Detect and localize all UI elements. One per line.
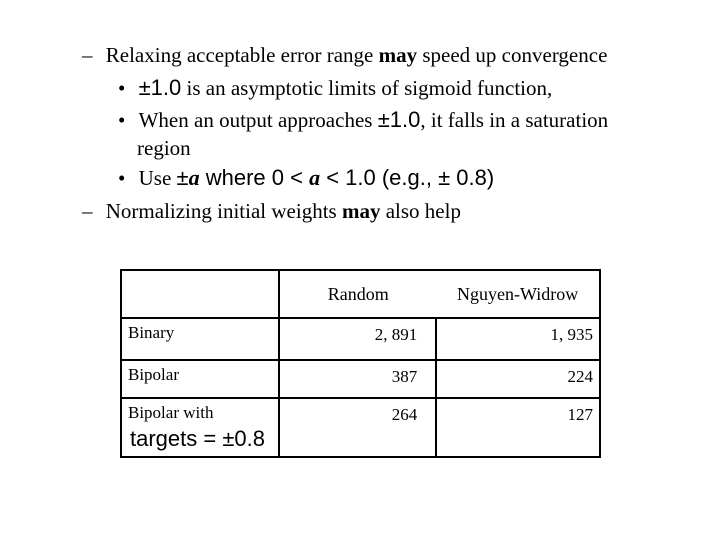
subbullet-saturation (118, 108, 608, 132)
subbullet-text: is an asymptotic limits of sigmoid function, (181, 76, 553, 100)
bullet-bold-may: may (378, 43, 418, 67)
dot-marker: • (118, 166, 126, 190)
math-pm-one: ±1.0 (377, 107, 421, 132)
header-nguyen-widrow: Nguyen-Widrow (436, 270, 600, 318)
row-label: Bipolar (121, 360, 279, 398)
bullet-text-pre: Relaxing acceptable error range (105, 43, 379, 67)
math-where: where (199, 165, 272, 190)
subbullet-text-pre: Use (138, 166, 177, 190)
cell-random: 387 (279, 360, 436, 398)
dot-marker: • (118, 76, 126, 100)
math-range-end: < 1.0 (e.g., ± 0.8) (320, 165, 495, 190)
row-label-math: targets = ±0.8 (130, 426, 265, 451)
header-random: Random (279, 270, 436, 318)
dash-marker: – (82, 43, 93, 67)
cell-random: 264 (279, 398, 436, 457)
table-row (121, 360, 600, 398)
math-a: a (188, 165, 200, 190)
bullet-text-post: also help (380, 199, 461, 223)
math-range: 0 < (271, 165, 310, 190)
header-empty-cell (121, 270, 279, 318)
bullet-text-pre: Normalizing initial weights (105, 199, 342, 223)
dot-marker: • (118, 108, 126, 132)
cell-nguyen-widrow: 1, 935 (436, 318, 600, 360)
math-a: a (309, 165, 321, 190)
math-pm: ± (176, 165, 189, 190)
dash-marker: – (82, 199, 93, 223)
bullet-bold-may: may (341, 199, 381, 223)
subbullet-use-a (118, 166, 494, 190)
cell-nguyen-widrow: 127 (436, 398, 600, 457)
math-pm-one: ±1.0 (138, 75, 182, 100)
subbullet-asymptotic (118, 76, 552, 100)
bullet-relaxing-error (82, 43, 607, 67)
subbullet-saturation-cont: region (137, 136, 191, 160)
row-label: Binary (121, 318, 279, 360)
subbullet-text-post: , it falls in a saturation (420, 108, 609, 132)
table-row (121, 318, 600, 360)
table-row (121, 398, 600, 457)
table-header-row (121, 270, 600, 318)
cell-nguyen-widrow: 224 (436, 360, 600, 398)
bullet-text-post: speed up convergence (417, 43, 608, 67)
cell-random: 2, 891 (279, 318, 436, 360)
results-table (120, 269, 601, 458)
row-label-cell (121, 398, 279, 457)
bullet-normalizing (82, 199, 461, 223)
subbullet-text-pre: When an output approaches (138, 108, 378, 132)
row-label: Bipolar with (128, 403, 214, 422)
